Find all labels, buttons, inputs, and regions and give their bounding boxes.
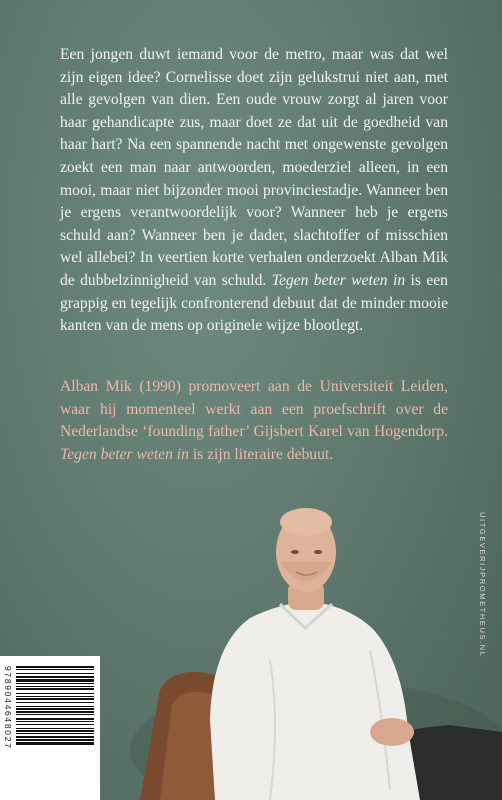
- barcode-bar: [16, 693, 94, 694]
- barcode-bar: [16, 696, 94, 697]
- blurb-book-title: Tegen beter weten in: [271, 271, 406, 289]
- barcode-bar: [16, 706, 94, 707]
- author-photo: [120, 500, 502, 800]
- barcode-bar: [16, 679, 94, 682]
- bio-part-1: Alban Mik (1990) promoveert aan de Universiteit Leiden, waar hij momenteel werkt aan een proefschrift over de Nederlandse ‘founding father’ Gijsbert Karel van Hogendorp.: [60, 378, 448, 441]
- blurb-part-1: Een jongen duwt iemand voor de metro, maar was dat wel zijn eigen idee? Cornelisse doet zijn gelukstrui niet aan, met alle gevolgen van dien. Een oude vrouw zorgt al jaren voor haar gehandicapte zus, maar doet ze dat uit de goedheid van haar hart? Na een spannende nacht met ongewenste gevolgen zoekt een man naar antwoorden, moederziel alleen, in een mooi, maar niet bijzonder mooi provinciestadje. Wanneer ben je ergens verantwoordelijk voor? Wanneer heb je ergens schuld aan? Wanneer ben je dader, slachtoffer of misschien wel allebei? In veertien korte verhalen onderzoekt Alban Mik de dubbelzinnigheid van schuld.: [60, 46, 448, 289]
- barcode-bar: [16, 676, 94, 678]
- isbn-number: 9789044648027: [3, 666, 13, 750]
- barcode-bar: [16, 669, 94, 670]
- barcode-bar: [16, 683, 94, 684]
- barcode-bar: [16, 708, 94, 710]
- barcode-bar: [16, 728, 94, 729]
- barcode-bar: [16, 702, 94, 703]
- barcode-bar: [16, 736, 94, 738]
- barcode-bar: [16, 714, 94, 715]
- barcode-bar: [16, 730, 94, 732]
- barcode-bar: [16, 698, 94, 700]
- barcode-bar: [16, 686, 94, 687]
- barcode-bar: [16, 739, 94, 741]
- bio-book-title: Tegen beter weten in: [60, 445, 189, 463]
- barcode-bar: [16, 724, 94, 725]
- bio-part-2: is zijn literaire debuut.: [188, 445, 334, 463]
- barcode-bar: [16, 718, 94, 720]
- barcode: [0, 656, 100, 800]
- barcode-bar: [16, 666, 94, 668]
- barcode-bar: [16, 673, 94, 674]
- barcode-bars: [16, 666, 94, 790]
- barcode-bar: [16, 721, 94, 722]
- author-bio: [60, 376, 448, 466]
- blurb-part-2: is een grappig en tegelijk confronterend debuut dat de minder mooie kanten van de mens op originele wijze blootlegt.: [60, 271, 448, 335]
- barcode-bar: [16, 711, 94, 713]
- publisher-url: UITGEVERIJPROMETHEUS.NL: [478, 512, 487, 658]
- blurb-text: [60, 44, 448, 338]
- hands: [370, 718, 414, 746]
- barcode-bar: [16, 688, 94, 690]
- barcode-bar: [16, 733, 94, 734]
- barcode-bar: [16, 742, 94, 745]
